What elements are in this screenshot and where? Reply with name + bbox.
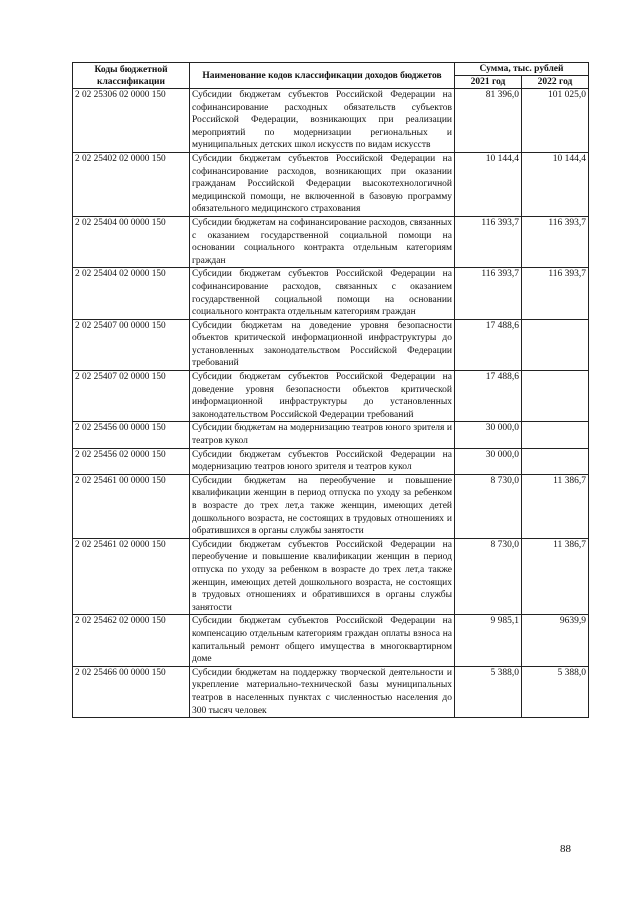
code-cell: 2 02 25407 00 0000 150 — [73, 319, 190, 370]
name-cell: Субсидии бюджетам на доведение уровня безопасности объектов критической информационной инфраструктуры до установленных законодательством Российской Федерации требований — [190, 319, 455, 370]
value-2022-cell: 10 144,4 — [522, 152, 589, 216]
value-2021-cell: 17 488,6 — [455, 371, 522, 422]
code-cell: 2 02 25461 02 0000 150 — [73, 538, 190, 615]
header-codes: Коды бюджетной классификации — [73, 63, 190, 89]
value-2022-cell — [522, 319, 589, 370]
code-cell: 2 02 25402 02 0000 150 — [73, 152, 190, 216]
value-2021-cell: 30 000,0 — [455, 422, 522, 448]
value-2021-cell: 8 730,0 — [455, 538, 522, 615]
value-2021-cell: 9 985,1 — [455, 615, 522, 666]
name-cell: Субсидии бюджетам на поддержку творческой деятельности и укрепление материально-технической базы муниципальных театров в населенных пунктах с численностью населения до 300 тысяч человек — [190, 666, 455, 717]
budget-table — [72, 62, 589, 718]
table-row — [73, 422, 589, 448]
table-row — [73, 448, 589, 474]
table-row — [73, 89, 589, 153]
table-row — [73, 371, 589, 422]
header-year-2022: 2022 год — [522, 76, 589, 89]
name-cell: Субсидии бюджетам субъектов Российской Федерации на компенсацию отдельным категориям граждан оплаты взноса на капитальный ремонт общего имущества в многоквартирном доме — [190, 615, 455, 666]
table-row — [73, 538, 589, 615]
name-cell: Субсидии бюджетам субъектов Российской Федерации на доведение уровня безопасности объектов критической информационной инфраструктуры до установленных законодательством Российской Федерации требований — [190, 371, 455, 422]
name-cell: Субсидии бюджетам субъектов Российской Федерации на переобучение и повышение квалификации женщин в период отпуска по уходу за ребенком в возрасте до трех лет,а также женщин, имеющих детей дошкольного возраста, не состоящих в трудовых отношениях и обратившихся в органы службы занятости — [190, 538, 455, 615]
code-cell: 2 02 25404 00 0000 150 — [73, 216, 190, 267]
name-cell: Субсидии бюджетам субъектов Российской Федерации на модернизацию театров юного зрителя и театров кукол — [190, 448, 455, 474]
value-2022-cell: 5 388,0 — [522, 666, 589, 717]
table-row — [73, 666, 589, 717]
header-year-2021: 2021 год — [455, 76, 522, 89]
name-cell: Субсидии бюджетам на софинансирование расходов, связанных с оказанием государственной социальной помощи на основании социального контракта отдельным категориям граждан — [190, 216, 455, 267]
code-cell: 2 02 25404 02 0000 150 — [73, 268, 190, 319]
name-cell: Субсидии бюджетам субъектов Российской Федерации на софинансирование расходов, возникающих при оказании гражданам Российской Федерации высокотехнологичной медицинской помощи, не включенной в базовую программу обязательного медицинского страхования — [190, 152, 455, 216]
value-2022-cell: 116 393,7 — [522, 268, 589, 319]
code-cell: 2 02 25466 00 0000 150 — [73, 666, 190, 717]
table-row — [73, 152, 589, 216]
value-2021-cell: 116 393,7 — [455, 216, 522, 267]
value-2021-cell: 116 393,7 — [455, 268, 522, 319]
value-2022-cell — [522, 448, 589, 474]
value-2021-cell: 81 396,0 — [455, 89, 522, 153]
code-cell: 2 02 25456 00 0000 150 — [73, 422, 190, 448]
value-2022-cell: 9639,9 — [522, 615, 589, 666]
value-2021-cell: 17 488,6 — [455, 319, 522, 370]
table-row — [73, 216, 589, 267]
table-row — [73, 268, 589, 319]
code-cell: 2 02 25306 02 0000 150 — [73, 89, 190, 153]
name-cell: Субсидии бюджетам субъектов Российской Федерации на софинансирование расходных обязательств субъектов Российской Федерации, возникающих при реализации мероприятий по модернизации региональных и муниципальных детских школ искусств по видам искусств — [190, 89, 455, 153]
value-2022-cell: 11 386,7 — [522, 474, 589, 538]
value-2022-cell — [522, 422, 589, 448]
value-2022-cell: 11 386,7 — [522, 538, 589, 615]
value-2021-cell: 8 730,0 — [455, 474, 522, 538]
header-names: Наименование кодов классификации доходов бюджетов — [190, 63, 455, 89]
name-cell: Субсидии бюджетам субъектов Российской Федерации на софинансирование расходов, связанных с оказанием государственной социальной помощи на основании социального контракта отдельным категориям граждан — [190, 268, 455, 319]
code-cell: 2 02 25462 02 0000 150 — [73, 615, 190, 666]
header-row — [73, 63, 589, 76]
value-2021-cell: 30 000,0 — [455, 448, 522, 474]
name-cell: Субсидии бюджетам на модернизацию театров юного зрителя и театров кукол — [190, 422, 455, 448]
name-cell: Субсидии бюджетам на переобучение и повышение квалификации женщин в период отпуска по уходу за ребенком в возрасте до трех лет,а также женщин, имеющих детей дошкольного возраста, не состоящих в трудовых отношениях и обратившихся в органы службы занятости — [190, 474, 455, 538]
value-2022-cell: 101 025,0 — [522, 89, 589, 153]
table-row — [73, 615, 589, 666]
code-cell: 2 02 25461 00 0000 150 — [73, 474, 190, 538]
table-row — [73, 319, 589, 370]
code-cell: 2 02 25456 02 0000 150 — [73, 448, 190, 474]
header-sum: Сумма, тыс. рублей — [455, 63, 589, 76]
value-2021-cell: 10 144,4 — [455, 152, 522, 216]
value-2021-cell: 5 388,0 — [455, 666, 522, 717]
code-cell: 2 02 25407 02 0000 150 — [73, 371, 190, 422]
value-2022-cell — [522, 371, 589, 422]
table-row — [73, 474, 589, 538]
page-number: 88 — [560, 843, 571, 855]
value-2022-cell: 116 393,7 — [522, 216, 589, 267]
